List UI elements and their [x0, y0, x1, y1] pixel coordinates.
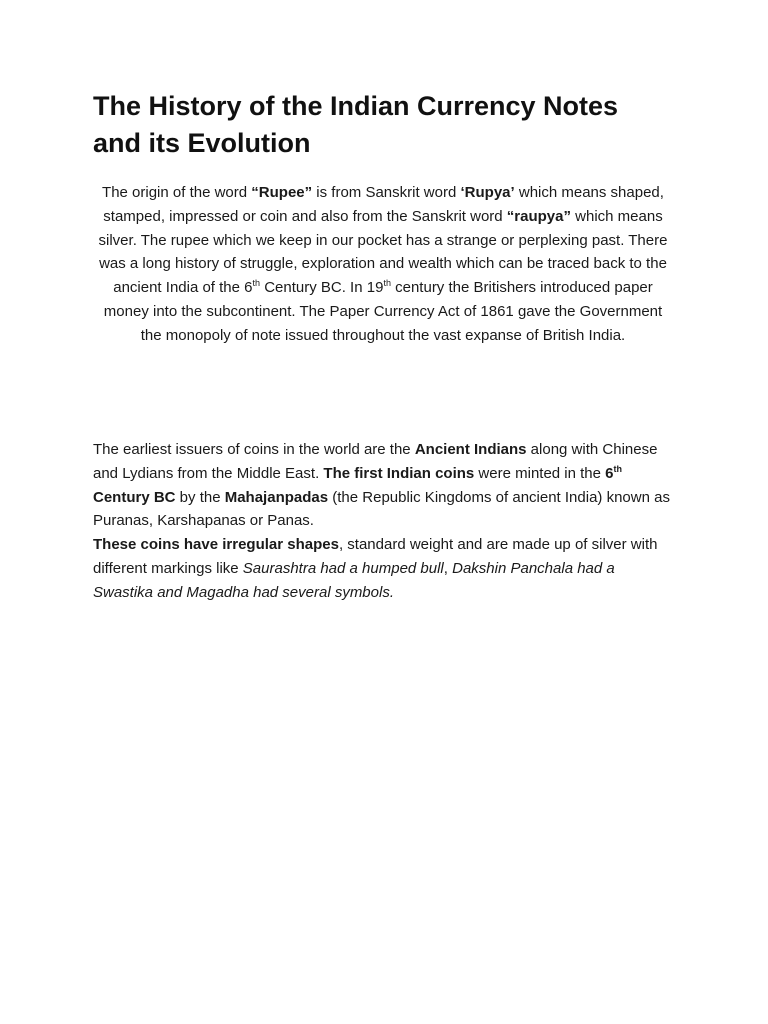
p2-italic-dakshin-magadha: Dakshin Panchala had a Swastika and Magadha had several symbols. — [93, 559, 615, 601]
p2-bold-irregular-shapes: These coins have irregular shapes — [93, 536, 339, 553]
intro-text-5: Century BC. In 19 — [260, 279, 384, 297]
p1-text-1: The earliest issuers of coins in the world are the — [93, 441, 415, 458]
title-line-1: The History of the Indian Currency Notes — [93, 91, 619, 121]
intro-text-2: is from Sanskrit word — [312, 184, 461, 201]
p1-text-4: by the — [175, 488, 225, 506]
intro-bold-rupya: ‘Rupya’ — [460, 184, 515, 201]
p2-text-2: , — [443, 559, 453, 577]
intro-text-3: which means shaped, stamped, impressed or coin and also from the Sanskrit word — [103, 184, 664, 225]
p1-text-5: (the Republic Kingdoms of ancient India) known as Puranas, Karshapanas or Panas. — [93, 488, 670, 530]
intro-paragraph — [93, 181, 673, 348]
body-paragraph-1 — [93, 438, 675, 533]
intro-bold-rupee: “Rupee” — [251, 184, 313, 201]
p1-superscript-text: th — [613, 463, 623, 474]
intro-text-1: The origin of the word — [102, 184, 252, 201]
intro-text-4: which means silver. The rupee which we keep in our pocket has a strange or perplexing past. There was a long history of struggle, exploration and wealth which can be traced back to the ancient India of the 6 — [98, 207, 668, 297]
p1-bold-6: 6 — [605, 464, 614, 482]
p2-italic-saurashtra: Saurashtra had a humped bull — [242, 559, 444, 577]
intro-superscript-1: th — [252, 278, 261, 289]
p1-superscript — [614, 464, 623, 474]
p1-bold-ancient-indians: Ancient Indians — [414, 441, 527, 458]
intro-text-6: century the Britishers introduced paper money into the subcontinent. The Paper Currency Act of 1861 gave the Government the monopoly of note issued throughout the vast expanse of British India. — [103, 279, 663, 344]
title-line-2: and its Evolution — [93, 128, 311, 158]
body-paragraph-2 — [93, 533, 675, 604]
p1-bold-mahajanpadas: Mahajanpadas — [224, 488, 329, 506]
intro-bold-raupya: “raupya” — [506, 207, 571, 225]
intro-superscript-2: th — [383, 278, 391, 289]
p1-text-3: were minted in the — [474, 464, 606, 482]
p1-text-2: along with Chinese and Lydians from the Middle East. — [93, 441, 658, 482]
p2-text-1: , standard weight and are made up of silver with different markings like — [93, 536, 658, 577]
page-title — [93, 88, 683, 162]
p1-bold-century-bc: Century BC — [93, 488, 176, 506]
p1-bold-first-coins: The first Indian coins — [323, 464, 475, 482]
